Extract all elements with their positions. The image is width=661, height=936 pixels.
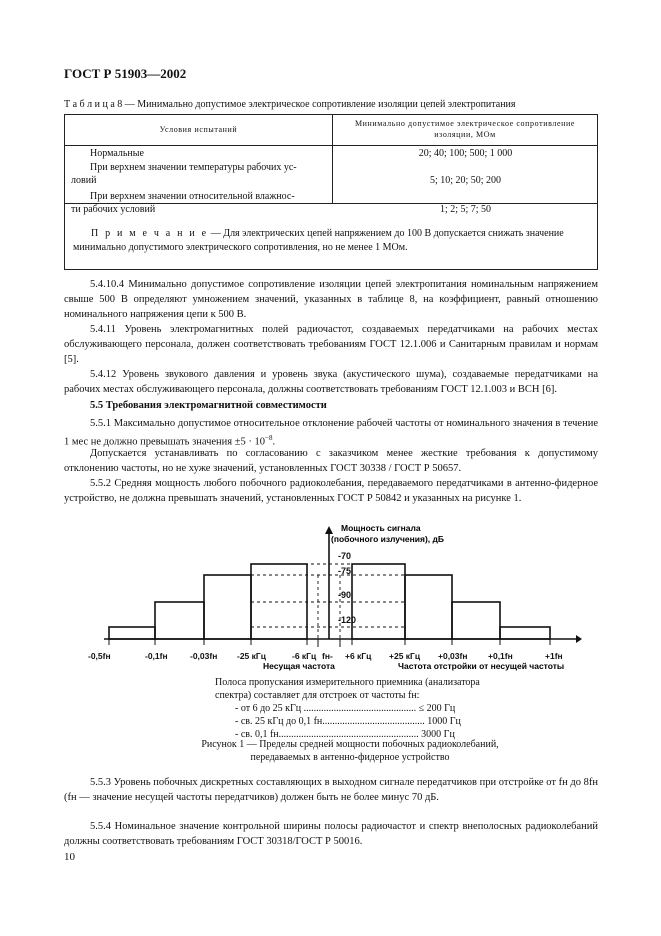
table-note-label: П р и м е ч а н и е [91, 228, 209, 239]
legend-item: - от 6 до 25 кГц ............................................. ≤ 200 Гц [235, 703, 456, 714]
paragraph-5-5-1-exponent: −8 [265, 434, 273, 442]
table-row-humidity-condition-line2: ти рабочих условий [71, 204, 156, 215]
step-level-minus70 [352, 564, 405, 639]
y-axis-label-line2: (побочного излучения), дБ [331, 534, 445, 544]
y-axis-label-line1: Мощность сигнала [341, 523, 421, 533]
section-heading-5-5: 5.5 Требования электромагнитной совместимости [90, 400, 327, 411]
step-level-minus90 [452, 602, 500, 639]
level-label: -90 [338, 590, 352, 600]
table-row-temp-condition-line1: При верхнем значении температуры рабочих ус- [90, 162, 297, 173]
level-label: -70 [338, 551, 352, 561]
figure-caption-line2: передаваемых в антенно-фидерное устройство [250, 752, 450, 763]
paragraph-5-5-1-text: 5.5.1 Максимально допустимое относительное отклонение рабочей частоты от номинального значения в течение 1 мес не должно превышать значения ±5 · 10 [64, 418, 598, 448]
step-level-minus120 [500, 627, 550, 639]
legend-line1: Полоса пропускания измерительного приемника (анализатора [215, 677, 480, 688]
chart-marks [88, 551, 563, 661]
figure-caption-line1: Рисунок 1 — Пределы средней мощности побочных радиоколебаний, [201, 739, 499, 750]
x-tick-label: fн- [322, 651, 333, 661]
col-header-conditions: Условия испытаний [159, 125, 238, 134]
table-row-temp-condition-line2: ловий [71, 175, 97, 186]
table-row-humidity-value: 1; 2; 5; 7; 50 [439, 204, 492, 215]
paragraph-5-5-4: 5.5.4 Номинальное значение контрольной ширины полосы радиочастот и спектр внеполосных радиоколебаний должны соответствовать требованиям ГОСТ 30318/ГОСТ Р 50016. [64, 821, 598, 847]
step-level-minus120 [109, 627, 155, 639]
x-label-carrier: Несущая частота [263, 661, 335, 671]
x-tick-label: +25 кГц [389, 651, 421, 661]
figure-legend [215, 676, 480, 741]
x-axis-arrow [576, 635, 582, 643]
level-label: -120 [338, 615, 357, 625]
x-tick-label: +6 кГц [345, 651, 372, 661]
step-level-minus70 [251, 564, 307, 639]
table-caption [64, 99, 516, 110]
table-note-text: — Для электрических цепей напряжением до 100 В допускается снижать значение минимально допустимого электрического сопротивления, но не менее 1 МОм. [73, 228, 564, 253]
x-tick-label: -6 кГц [292, 651, 317, 661]
legend-line2: спектра) составляет для отстроек от частоты fн: [215, 690, 420, 701]
figure-caption [150, 738, 550, 764]
step-level-minus75 [204, 575, 251, 639]
x-tick-label: +0,03fн [438, 651, 468, 661]
paragraph-5-5-1-continuation: Допускается устанавливать по согласованию с заказчиком менее жесткие требования к допустимому отклонению частоты, но не хуже значений, установленных ГОСТ 30338 / ГОСТ Р 50657. [64, 448, 598, 474]
x-tick-label: +1fн [545, 651, 563, 661]
x-tick-label: -0,03fн [190, 651, 218, 661]
table-caption-label: Т а б л и ц а 8 [64, 99, 123, 110]
table-header-divider [65, 145, 597, 146]
x-tick-label: -0,5fн [88, 651, 111, 661]
step-level-minus90 [155, 602, 204, 639]
legend-item: - св. 25 кГц до 0,1 fн......................................... 1000 Гц [235, 716, 461, 727]
insulation-table [64, 114, 598, 270]
table-row-temp-value: 5; 10; 20; 50; 200 [429, 175, 502, 186]
table-row-normal-condition: Нормальные [90, 148, 144, 159]
page-number: 10 [64, 851, 75, 863]
table-caption-text: — Минимально допустимое электрическое сопротивление изоляции цепей электропитания [122, 99, 516, 110]
paragraph-5-5-1 [64, 416, 598, 450]
doc-code: ГОСТ Р 51903—2002 [64, 66, 187, 81]
level-label: -75 [338, 566, 352, 576]
col-header-resistance-line2: изоляции, МОм [434, 130, 496, 139]
paragraph-5-5-2: 5.5.2 Средняя мощность любого побочного радиоколебания, передаваемого передатчиками в антенно-фидерное устройство, не должна превышать значений, установленных ГОСТ Р 50842 и указанных на рисунке 1. [64, 478, 598, 504]
col-header-resistance [340, 118, 590, 140]
table-row-humidity-condition-line1: При верхнем значении относительной влажнос- [90, 191, 295, 202]
x-label-offset: Частота отстройки от несущей частоты [398, 661, 565, 671]
paragraph-5-5-1-end: . [272, 436, 276, 448]
table-row-normal-value: 20; 40; 100; 500; 1 000 [418, 148, 513, 159]
paragraph-5-5-3: 5.5.3 Уровень побочных дискретных составляющих в выходном сигнале передатчиков при отстройке от fн до 8fн (fн — значение несущей частоты передатчиков) должен быть не более минус 70 дБ. [64, 777, 598, 803]
x-tick-label: +0,1fн [488, 651, 513, 661]
x-tick-label: -0,1fн [145, 651, 168, 661]
x-tick-label: -25 кГц [237, 651, 266, 661]
col-header-resistance-line1: Минимально допустимое электрическое сопротивление [354, 119, 576, 128]
step-level-minus75 [405, 575, 452, 639]
table-note [73, 227, 591, 255]
paragraph-5-4-11: 5.4.11 Уровень электромагнитных полей радиочастот, создаваемых передатчиками на рабочих местах обслуживающего персонала, должен соответствовать требованиям ГОСТ 12.1.006 и Санитарным правилам и нормам [5]. [64, 324, 598, 365]
y-axis-arrow [325, 526, 333, 534]
legend-item: - св. 0,1 fн........................................................ 3000 Гц [235, 729, 455, 740]
paragraph-5-4-12: 5.4.12 Уровень звукового давления и уровень звука (акустического шума), создаваемые передатчиками на рабочих местах обслуживающего персонала, должны соответствовать требованиям ГОСТ 12.1.003 и ВСН [6]. [64, 369, 598, 395]
paragraph-5-4-10-4: 5.4.10.4 Минимально допустимое сопротивление изоляции цепей электропитания номинальным напряжением свыше 500 В определяют умножением значений, указанных в таблице 8, на коэффициент, равный отношению номинального напряжения цепи к 500 В. [64, 279, 598, 320]
